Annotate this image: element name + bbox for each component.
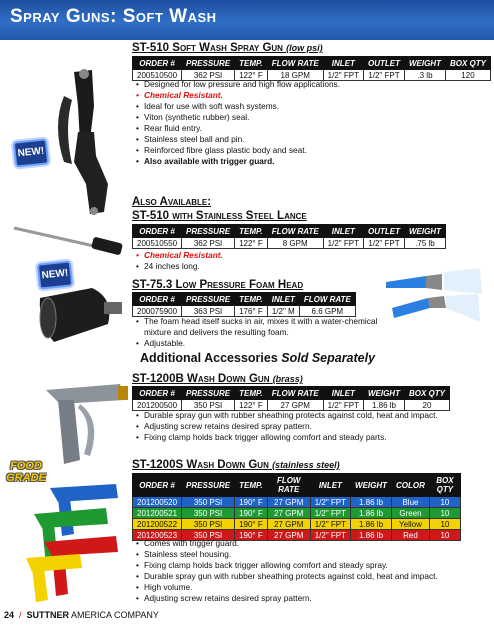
table-row: 201200523 350 PSI 190° F 27 GPM 1/2" FPT 1.86 lb Red 10 (133, 530, 461, 541)
list-item: • Stainless steel housing. (136, 549, 481, 560)
banner-title-sub: Soft Wash (122, 6, 217, 27)
st1200b-spec-table: ORDER # PRESSURE TEMP. FLOW RATE INLET WEIGHT BOX QTY 201200500 350 PSI 122° F 27 GPM 1/2" FPT 1.86 lb 20 (132, 386, 450, 411)
table-row: 200075900 363 PSI 176° F 1/2" M 6.6 GPM (133, 306, 356, 317)
list-item: • The foam head itself sucks in air, mixes it with a water-chemical mixture and delivers the resulting foam. (136, 316, 381, 338)
st510-features (136, 79, 476, 167)
additional-accessories-note: Additional Accessories Sold Separately (140, 351, 376, 365)
table-row: 201200500 350 PSI 122° F 27 GPM 1/2" FPT 1.86 lb 20 (133, 400, 450, 411)
st753-spec-table: ORDER # PRESSURE TEMP. INLET FLOW RATE 200075900 363 PSI 176° F 1/2" M 6.6 GPM (132, 292, 356, 317)
new-badge: NEW! (13, 138, 50, 167)
list-item: • Chemical Resistant. (136, 90, 476, 101)
st510-spec-table: ORDER # PRESSURE TEMP. FLOW RATE INLET OUTLET WEIGHT BOX QTY 200510500 362 PSI 122° F 18 GPM 1/2" FPT 1/2" FPT .3 lb 120 (132, 56, 491, 81)
list-item: • High volume. (136, 582, 481, 593)
list-item: • Adjusting screw retains desired spray pattern. (136, 593, 481, 604)
lance-image (10, 222, 128, 256)
table-row: 201200521 350 PSI 190° F 27 GPM 1/2" FPT 1.86 lb Green 10 (133, 508, 461, 519)
list-item: • Durable spray gun with rubber sheathing protects against cold, heat and impact. (136, 410, 486, 421)
page-number: 24 (4, 610, 15, 620)
list-item: • Fixing clamp holds back trigger allowing comfort and steady spray. (136, 560, 481, 571)
list-item: • Ideal for use with soft wash systems. (136, 101, 476, 112)
st510-lance-heading: ST-510 with Stainless Steel Lance (132, 210, 307, 222)
list-item: • Reinforced fibre glass plastic body and seat. (136, 145, 476, 156)
table-row: 200510500 362 PSI 122° F 18 GPM 1/2" FPT 1/2" FPT .3 lb 120 (133, 70, 491, 81)
st753-heading: ST-75.3 Low Pressure Foam Head (132, 279, 304, 291)
list-item: • Chemical Resistant. (136, 250, 466, 261)
foam-head-image (34, 284, 126, 346)
list-item: • Designed for low pressure and high flow applications. (136, 79, 476, 90)
st1200s-spec-table: ORDER # PRESSURE TEMP. FLOW RATE INLET WEIGHT COLOR BOX QTY 201200520 350 PSI 190° F 27 GPM 1/2" FPT 1.86 lb Blue 10 201200521 350 PSI 190° F 27 GPM 1/2" FPT 1.86 lb Green 10 201200522 350 PSI 190° F 27 GPM 1/2" FPT 1.86 lb Yellow 10 201200523 350 PSI 190° F 27 GPM 1/2" FPT 1.86 lb Red 10 (132, 473, 461, 541)
table-row: 200510550 362 PSI 122° F 8 GPM 1/2" FPT 1/2" FPT .75 lb (133, 238, 446, 249)
brand-name: SUTTNER (26, 610, 70, 620)
list-item: • Adjustable. (136, 338, 381, 349)
spray-gun-black-image (34, 66, 126, 216)
st510-heading: ST-510 Soft Wash Spray Gun (low psi) (132, 42, 323, 54)
foam-nozzle-image (382, 268, 486, 326)
list-item: • Adjusting screw retains desired spray pattern. (136, 421, 486, 432)
st1200s-features (136, 538, 481, 604)
list-item: • Rear fluid entry. (136, 123, 476, 134)
list-item: • Also available with trigger guard. (136, 156, 476, 167)
wash-down-gun-brass-image (40, 380, 132, 468)
st510-lance-spec-table: ORDER # PRESSURE TEMP. FLOW RATE INLET OUTLET WEIGHT 200510550 362 PSI 122° F 8 GPM 1/2" FPT 1/2" FPT .75 lb (132, 224, 446, 249)
banner-title (10, 6, 217, 28)
st1200s-heading: ST-1200S Wash Down Gun (stainless steel) (132, 459, 340, 471)
banner-title-main: Spray Guns: (10, 6, 117, 27)
company-name: AMERICA COMPANY (71, 610, 159, 620)
list-item: • Durable spray gun with rubber sheathing protects against cold, heat and impact. (136, 571, 481, 582)
page-footer: 24 / SUTTNER AMERICA COMPANY (4, 610, 159, 620)
st1200b-features (136, 410, 486, 443)
st1200b-heading: ST-1200B Wash Down Gun (brass) (132, 373, 303, 385)
st753-features (136, 316, 381, 349)
food-grade-badge: FOOD GRADE (6, 460, 46, 484)
new-badge: NEW! (37, 260, 74, 289)
list-item: • Fixing clamp holds back trigger allowing comfort and steady parts. (136, 432, 486, 443)
list-item: • Viton (synthetic rubber) seal. (136, 112, 476, 123)
list-item: • Comes with trigger guard. (136, 538, 481, 549)
also-available-heading: Also Available: (132, 196, 212, 208)
list-item: • 24 inches long. (136, 261, 466, 272)
wash-down-gun-colors-image (20, 484, 130, 604)
table-row: 201200520 350 PSI 190° F 27 GPM 1/2" FPT 1.86 lb Blue 10 (133, 497, 461, 508)
table-row: 201200522 350 PSI 190° F 27 GPM 1/2" FPT 1.86 lb Yellow 10 (133, 519, 461, 530)
list-item: • Stainless steel ball and pin. (136, 134, 476, 145)
page-banner (0, 0, 494, 40)
